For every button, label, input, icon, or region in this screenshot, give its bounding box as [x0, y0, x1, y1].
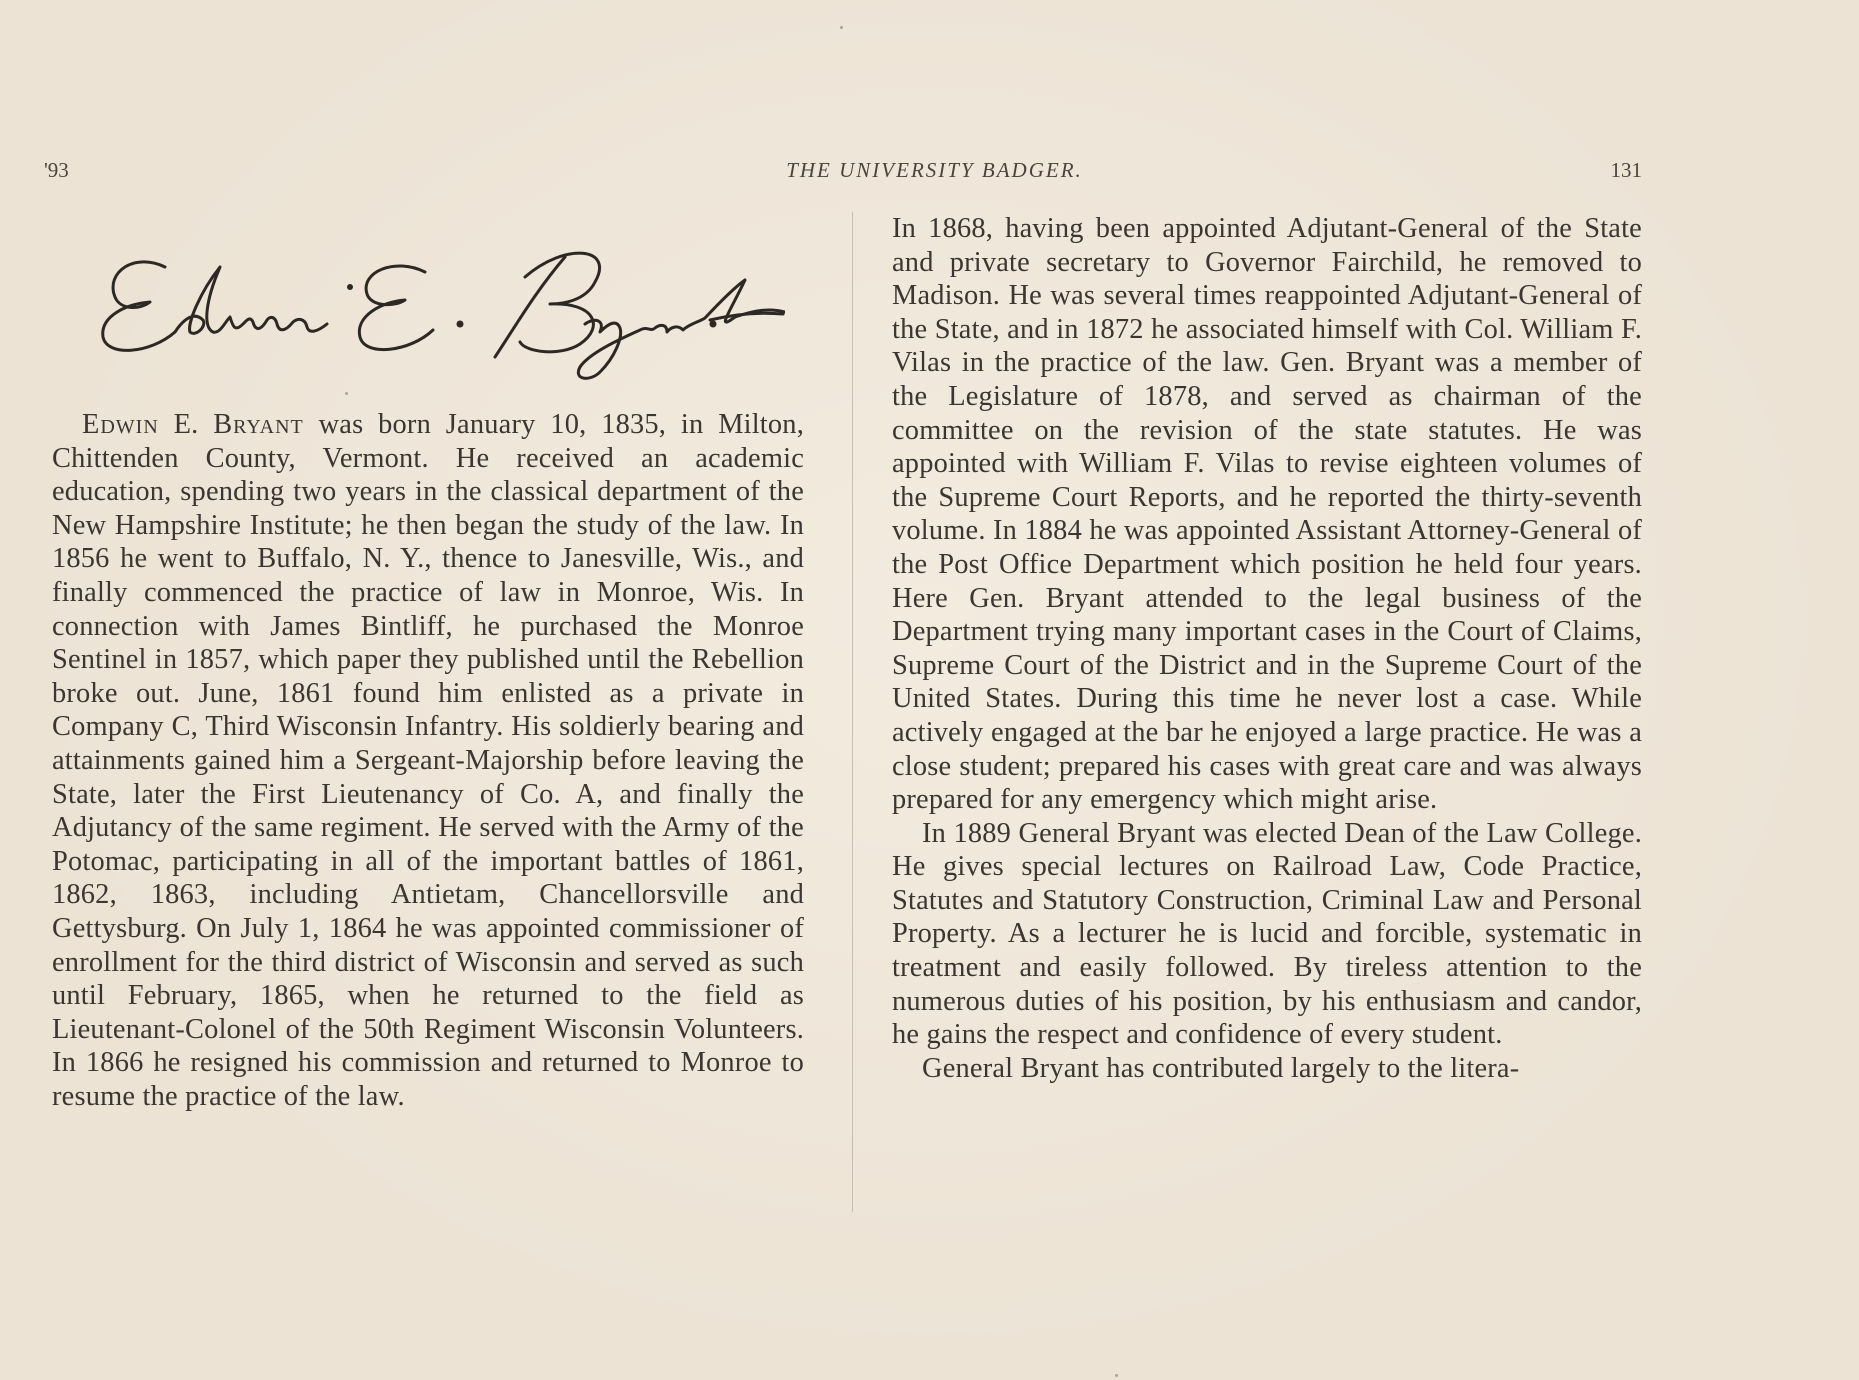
biography-paragraph-2: In 1868, having been appointed Adjutant-General of the State and private secretary to Governor Fairchild, he removed to Madison. He was several times reappointed Adjutant-General of the State, and in 1872 he associated himself with Col. William F. Vilas in the practice of the law. Gen. Bryant was a member of the Legislature of 1878, and served as chairman of the committee on the revision of the state statutes. He was appointed with William F. Vilas to revise eighteen volumes of the Supreme Court Reports, and he reported the thirty-seventh volume. In 1884 he was appointed Assistant Attorney-General of the Post Office Department which position he held four years. Here Gen. Bryant attended to the legal business of the Department trying many important cases in the Court of Claims, Supreme Court of the District and in the Supreme Court of the United States. During this time he never lost a case. While actively engaged at the bar he enjoyed a large practice. He was a close student; prepared his cases with great care and was always prepared for any emergency which might arise. — [892, 213, 1642, 816]
paper-speck — [345, 392, 348, 395]
paper-speck — [840, 26, 843, 29]
paragraph-1-body: was born January 10, 1835, in Milton, Chittenden County, Vermont. He received an academic education, spending two years in the classical department of the New Hampshire Institute; he then began the study of the law. In 1856 he went to Buffalo, N. Y., thence to Janesville, Wis., and finally commenced the practice of law in Monroe, Wis. In connection with James Bintliff, he purchased the Monroe Sentinel in 1857, which paper they published until the Rebellion broke out. June, 1861 found him enlisted as a private in Company C, Third Wisconsin Infantry. His soldierly bearing and attainments gained him a Sergeant-Majorship before leaving the State, later the First Lieutenancy of Co. A, and finally the Adjutancy of the same regiment. He served with the Army of the Potomac, participating in all of the important battles of 1861, 1862, 1863, including Antietam, Chancellorsville and Gettysburg. On July 1, 1864 he was appointed commissioner of enrollment for the third district of Wisconsin and served as such until February, 1865, when he returned to the field as Lieutenant-Colonel of the 50th Regiment Wisconsin Volunteers. In 1866 he resigned his commission and returned to Monroe to resume the practice of the law. — [52, 409, 804, 1112]
lead-name-middle: E. — [158, 409, 214, 440]
biography-paragraph-4: General Bryant has contributed largely to the litera- — [922, 1052, 1520, 1084]
page-number: 131 — [1610, 158, 1642, 182]
right-column — [892, 212, 1642, 1085]
column-divider — [852, 212, 853, 1212]
left-column — [52, 408, 804, 1113]
biography-paragraph-3: In 1889 General Bryant was elected Dean of the Law College. He gives special lectures on Railroad Law, Code Practice, Statutes and Statutory Construction, Criminal Law and Personal Property. As a lecturer he is lucid and forcible, systematic in treatment and easily followed. By tireless attention to the numerous duties of his position, by his enthusiasm and candor, he gains the respect and confidence of every student. — [892, 817, 1642, 1051]
running-head-title: THE UNIVERSITY BADGER. — [786, 158, 1083, 182]
biography-paragraph-1 — [52, 408, 804, 1113]
handwritten-signature — [95, 232, 785, 402]
lead-name-last: Bryant — [213, 409, 304, 440]
lead-name-first: Edwin — [82, 409, 159, 440]
paper-speck — [1115, 1374, 1118, 1377]
running-head-year: '93 — [44, 158, 69, 182]
running-head — [0, 158, 1859, 188]
